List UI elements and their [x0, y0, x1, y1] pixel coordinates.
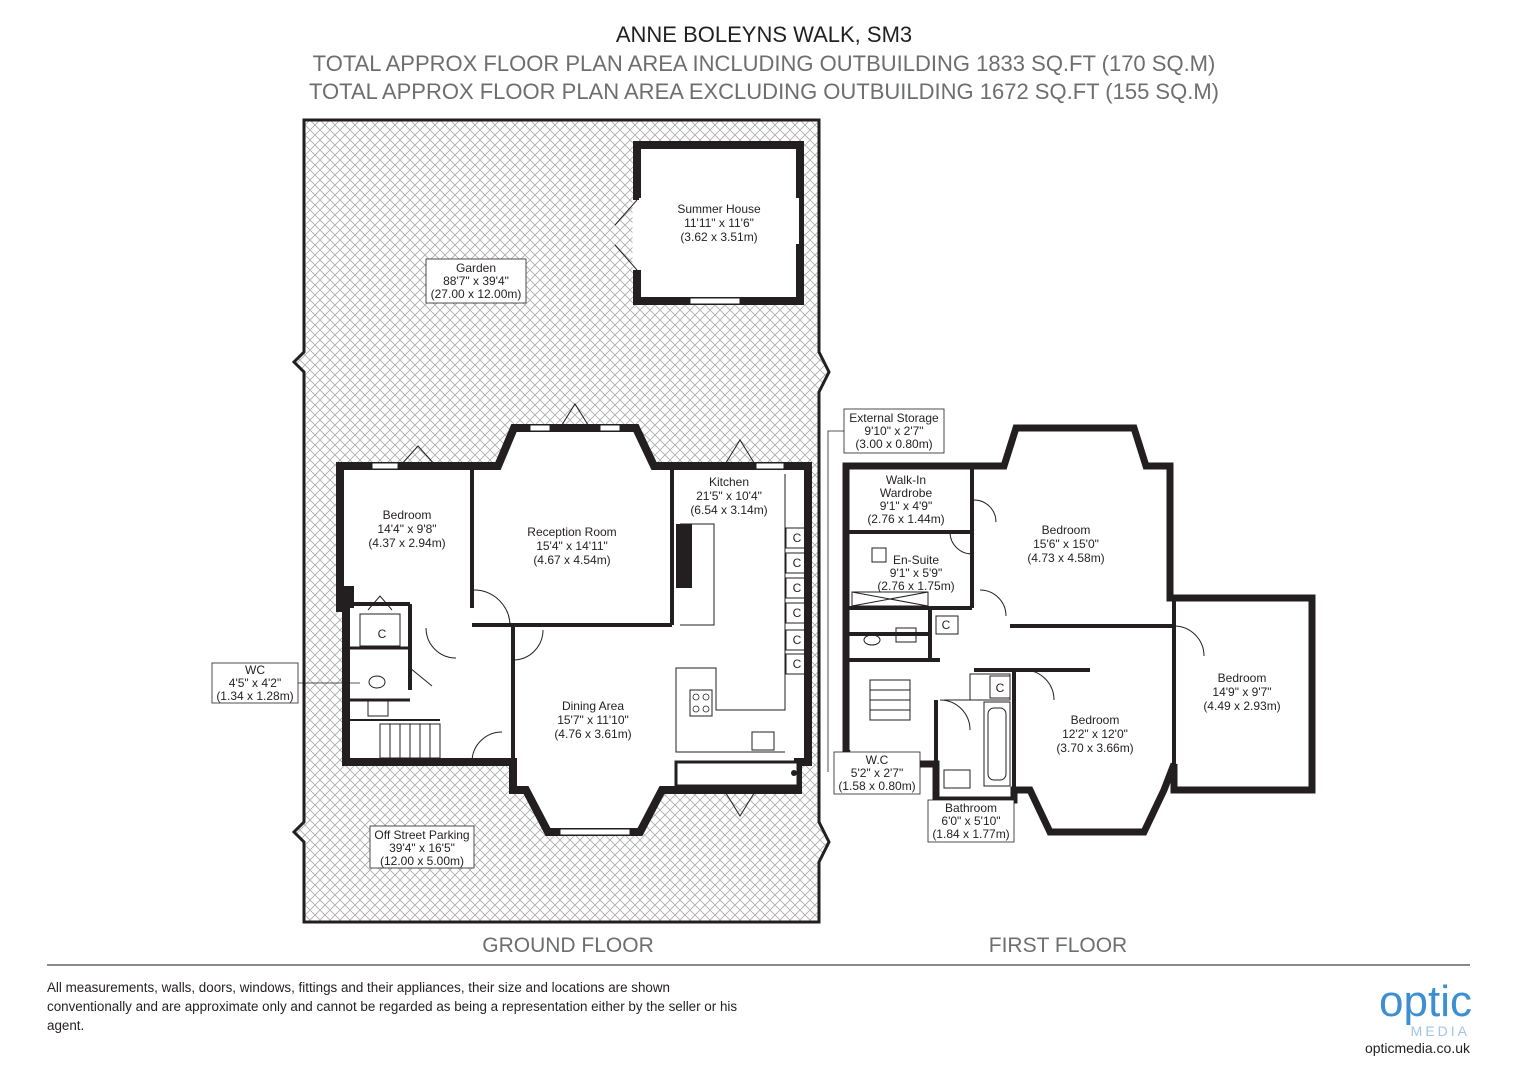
ff-bedroom2-metric: (4.49 x 2.93m)	[1203, 699, 1281, 713]
ff-bedroom3-imperial: 12'2" x 12'0"	[1062, 727, 1128, 741]
gf-bedroom-name: Bedroom	[382, 508, 432, 522]
en-suite-imperial: 9'1" x 5'9"	[889, 566, 943, 580]
ground-floor-label: GROUND FLOOR	[482, 934, 654, 957]
external-storage-metric: (3.00 x 0.80m)	[855, 437, 933, 451]
ff-cupboard-label: C	[995, 681, 1005, 695]
ff-bedroom3-name: Bedroom	[1070, 713, 1120, 727]
area-including-outbuilding: TOTAL APPROX FLOOR PLAN AREA INCLUDING OUTBUILDING 1833 SQ.FT (170 SQ.M)	[312, 51, 1216, 76]
ff-bedroom2-imperial: 14'9" x 9'7"	[1212, 685, 1272, 699]
gf-bedroom-metric: (4.37 x 2.94m)	[368, 536, 446, 550]
summer-house-imperial: 11'11" x 11'6"	[684, 216, 754, 230]
reception-name: Reception Room	[527, 525, 617, 539]
walk-in-metric: (2.76 x 1.44m)	[867, 512, 945, 526]
plan-title: ANNE BOLEYNS WALK, SM3	[615, 22, 913, 47]
disclaimer-text: All measurements, walls, doors, windows, fittings and their appliances, their size and locations are shown conventionally and are approximate only and cannot be regarded as being a representation either by the seller or his agent.	[47, 980, 738, 1033]
en-suite-metric: (2.76 x 1.75m)	[877, 579, 955, 593]
reception-metric: (4.67 x 4.54m)	[533, 553, 611, 567]
footer-divider	[47, 964, 1470, 966]
ff-bedroom1-name: Bedroom	[1041, 523, 1091, 537]
garden-name: Garden	[455, 261, 497, 275]
ff-wc-metric: (1.58 x 0.80m)	[838, 779, 916, 793]
ff-bedroom1-imperial: 15'6" x 15'0"	[1033, 537, 1099, 551]
walk-in-name-1: Walk-In	[885, 473, 927, 487]
gf-wc-imperial: 4'5" x 4'2"	[228, 676, 282, 690]
bathroom-imperial: 6'0" x 5'10"	[941, 814, 1001, 828]
cupboard-label: C	[792, 657, 802, 671]
bathroom-metric: (1.84 x 1.77m)	[932, 827, 1010, 841]
ff-bedroom3-metric: (3.70 x 3.66m)	[1056, 741, 1134, 755]
cupboard-label: C	[792, 633, 802, 647]
external-storage-name: External Storage	[849, 411, 939, 425]
parking-metric: (12.00 x 5.00m)	[379, 854, 465, 868]
walk-in-imperial: 9'1" x 4'9"	[879, 499, 933, 513]
parking-imperial: 39'4" x 16'5"	[389, 841, 455, 855]
cupboard-label: C	[792, 556, 802, 570]
svg-text:optic: optic	[1379, 980, 1472, 1026]
cupboard-label: C	[792, 581, 802, 595]
cupboard-label: C	[377, 627, 387, 641]
en-suite-name: En-Suite	[892, 553, 940, 567]
cupboard-label: C	[792, 606, 802, 620]
dining-name: Dining Area	[561, 699, 625, 713]
gf-wc-name: WC	[245, 663, 265, 677]
gf-bedroom-imperial: 14'4" x 9'8"	[377, 522, 437, 536]
walk-in-name-2: Wardrobe	[879, 486, 933, 500]
ff-bedroom2-name: Bedroom	[1217, 671, 1267, 685]
kitchen-name: Kitchen	[708, 475, 750, 489]
optic-media-logo	[1334, 980, 1474, 1040]
logo-url[interactable]: opticmedia.co.uk	[1364, 1040, 1470, 1056]
kitchen-imperial: 21'5" x 10'4"	[696, 489, 762, 503]
dining-imperial: 15'7" x 11'10"	[557, 713, 629, 727]
ff-bedroom1-metric: (4.73 x 4.58m)	[1027, 551, 1105, 565]
cupboard-label: C	[792, 531, 802, 545]
first-floor-label: FIRST FLOOR	[988, 934, 1128, 957]
svg-text:MEDIA: MEDIA	[1410, 1023, 1470, 1039]
parking-name: Off Street Parking	[374, 828, 470, 842]
kitchen-metric: (6.54 x 3.14m)	[690, 503, 768, 517]
garden-imperial: 88'7" x 39'4"	[443, 274, 509, 288]
reception-imperial: 15'4" x 14'11"	[536, 539, 608, 553]
summer-house-metric: (3.62 x 3.51m)	[680, 230, 758, 244]
bathroom-name: Bathroom	[944, 801, 998, 815]
dining-metric: (4.76 x 3.61m)	[554, 727, 632, 741]
garden-metric: (27.00 x 12.00m)	[430, 287, 522, 301]
gf-wc-metric: (1.34 x 1.28m)	[216, 689, 294, 703]
ff-wc-name: W.C	[865, 753, 889, 767]
area-excluding-outbuilding: TOTAL APPROX FLOOR PLAN AREA EXCLUDING OUTBUILDING 1672 SQ.FT (155 SQ.M)	[308, 79, 1219, 104]
ff-wc-imperial: 5'2" x 2'7"	[850, 766, 904, 780]
ff-cupboard-label: C	[941, 618, 951, 632]
summer-house-name: Summer House	[677, 202, 761, 216]
external-storage-imperial: 9'10" x 2'7"	[864, 424, 924, 438]
